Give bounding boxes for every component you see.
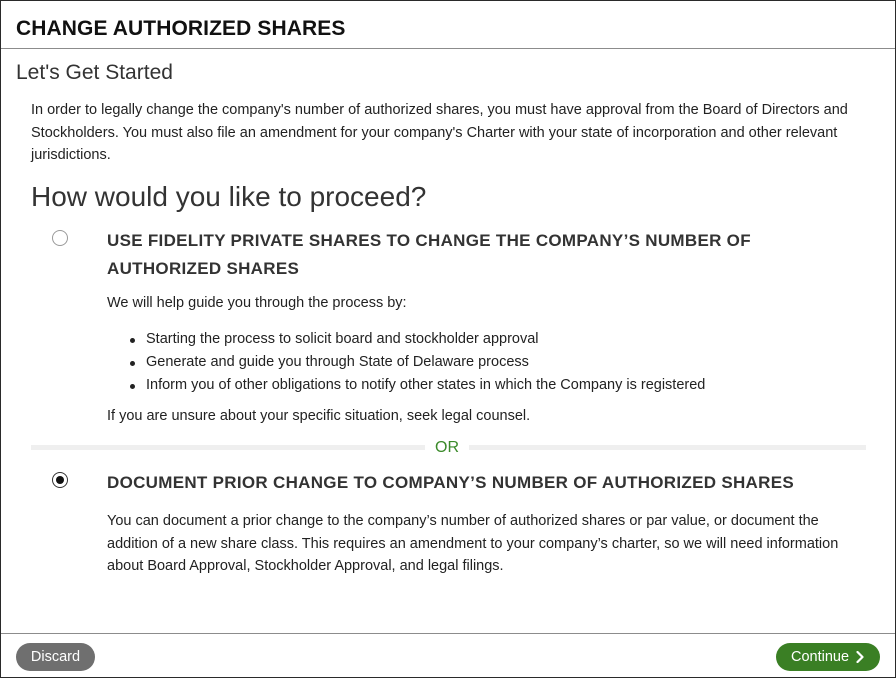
option-fidelity-title[interactable]: USE FIDELITY PRIVATE SHARES TO CHANGE THE COMPANY’S NUMBER OF AUTHORIZED SHARES <box>107 231 751 278</box>
intro-text: In order to legally change the company's number of authorized shares, you must have approval from the Board of Directors and Stockholders. You must also file an amendment for your company's Charter with your state of incorporation and other relevant jurisdictions. <box>31 102 848 163</box>
option-document-prior-radio[interactable] <box>52 472 68 488</box>
chevron-right-icon <box>855 651 865 663</box>
list-item: Starting the process to solicit board and stockholder approval <box>127 328 705 351</box>
continue-button[interactable] <box>776 643 880 671</box>
intro-heading: Let's Get Started <box>16 61 173 84</box>
modal-header <box>1 1 895 49</box>
modal-footer <box>1 633 895 677</box>
list-item: Inform you of other obligations to notify other states in which the Company is registered <box>127 374 705 397</box>
discard-button[interactable] <box>16 643 95 671</box>
modal-title: CHANGE AUTHORIZED SHARES <box>16 17 346 40</box>
discard-button-label: Discard <box>30 649 81 665</box>
option-document-prior-description: You can document a prior change to the company’s number of authorized shares or par value, or document the addition of a new share class. This requires an amendment to your company’s charter, so we will need information about Board Approval, Stockholder Approval, and legal filings. <box>107 513 839 574</box>
option-fidelity-note: If you are unsure about your specific situation, seek legal counsel. <box>107 408 531 424</box>
or-label: OR <box>425 438 469 458</box>
continue-button-label: Continue <box>790 649 850 665</box>
list-item: Generate and guide you through State of Delaware process <box>127 351 705 374</box>
proceed-question: How would you like to proceed? <box>31 181 427 212</box>
option-fidelity-steps <box>127 328 705 397</box>
option-document-prior-title[interactable]: DOCUMENT PRIOR CHANGE TO COMPANY’S NUMBER OF AUTHORIZED SHARES <box>107 473 794 492</box>
option-fidelity-lead: We will help guide you through the process by: <box>107 295 407 311</box>
option-fidelity-radio[interactable] <box>52 230 68 246</box>
